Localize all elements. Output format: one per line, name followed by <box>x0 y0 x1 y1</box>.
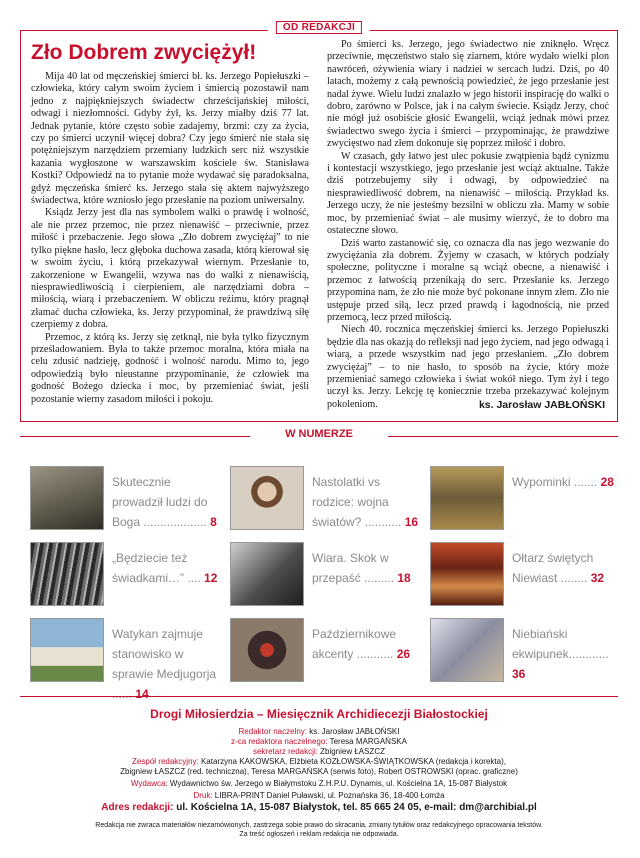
in-this-issue-header <box>20 428 618 444</box>
contents-item[interactable] <box>230 466 420 538</box>
paragraph: Przemoc, z którą ks. Jerzy się zetknął, nie była tylko fizycznym prześladowaniem. Była to także przemoc moralna, która miała na celu zdusić nadzieję, godność i wolność narodu. Mimo to, jego odpowiedzią było nieustanne przypominanie, że człowiek ma godność Bożego dziecka i moc, by przemieniać świat, jeśli pozostanie wierny zasadom miłości i pokoju. <box>31 331 309 405</box>
editorial-box <box>20 22 618 422</box>
contents-item[interactable] <box>30 542 220 614</box>
masthead-line: Redaktor naczelny: ks. Jarosław JABŁOŃSKI <box>238 727 400 736</box>
contents-item[interactable] <box>430 466 620 538</box>
contents-item-text: Skutecznie prowadził ludzi do Boga ................... 8 <box>112 475 217 529</box>
masthead <box>20 696 618 838</box>
contents-item-text: Watykan zajmuje stanowisko w sprawie Medjugorja ...... 14 <box>112 627 217 701</box>
thumbnail-image <box>430 466 504 530</box>
paragraph: Niech 40. rocznica męczeńskiej śmierci ks. Jerzego Popiełuszki będzie dla nas okazją do refleksji nad jego życiem, nad jego odwagą i wiarą, a przede wszystkim nad jego przesłaniem. „Zło dobrem zwyciężaj” – to nie hasło, to sposób na życie, który może przemieniać samego człowieka i świat wokół niego. Tym żył i tego uczył ks. Jerzy. Lekcję tę koniecznie trzeba przekazywać kolejnym pokoleniom. <box>327 324 609 410</box>
thumbnail-image <box>30 466 104 530</box>
contents-item[interactable] <box>430 542 620 614</box>
contents-item-text: Ołtarz świętych Niewiast ........ 32 <box>512 551 605 585</box>
thumbnail-image <box>30 618 104 682</box>
editorial-signature: ks. Jarosław JABŁOŃSKI <box>478 399 605 411</box>
contents-item[interactable] <box>30 618 220 701</box>
contents-item[interactable] <box>30 466 220 538</box>
contents-item-text: Wypominki ....... 28 <box>512 475 614 489</box>
contents-item-text: Niebiański ekwipunek............ 36 <box>512 627 609 681</box>
editorial-left-column <box>31 71 309 406</box>
paragraph: Mija 40 lat od męczeńskiej śmierci bł. ks. Jerzego Popiełuszki – człowieka, który całym swoim życiem i śmiercią pozostawił nam jedno z najpiękniejszych świadectw chrześcijańskiej miłości, odwagi i niezłomności. Gdyby żył, ks. Jerzy miałby dziś 77 lat. Jednak pytanie, które często sobie zadajemy, brzmi: czy za życia, czy po śmierci uczynił więcej dobra? Czy jego śmierć nie stała się potężniejszym narzędziem przemiany ludzkich serc niż wszystkie kazania wygłoszone w warszawskim kościele św. Stanisława Kostki? Odpowiedź na to pytanie może wydawać się paradoksalna, gdyż męczeńska śmierć ks. Jerzego stała się aktem najwyższego świadectwa, które wzniosło jego przesłanie na poziom uniwersalny. <box>31 71 309 207</box>
divider <box>20 436 250 437</box>
divider <box>388 436 618 437</box>
page-number: 16 <box>404 515 419 529</box>
masthead-line: Druk: LIBRA-PRINT Daniel Puławski, ul. Poznańska 36, 18-400 Łomża <box>193 791 445 800</box>
page-number: 8 <box>210 515 217 529</box>
editorial-tag: OD REDAKCJI <box>268 22 370 33</box>
masthead-line: Wydawca: Wydawnictwo św. Jerzego w Białymstoku Z.H.P.U. Dynamis, ul. Kościelna 1A, 15-087 Białystok <box>130 779 508 788</box>
contents-item-text: Nastolatki vs rodzice: wojna światów? ........... 16 <box>312 475 419 529</box>
contents-item-text: „Będziecie też świadkami…” .... 12 <box>112 551 218 585</box>
contents-item-text: Wiara. Skok w przepaść ......... 18 <box>312 551 411 585</box>
thumbnail-image <box>230 618 304 682</box>
footnote: Redakcja nie zwraca materiałów niezamówionych, zastrzega sobie prawo do skracania, zmiany tytułów oraz redakcyjnego opracowania tekstów. <box>95 822 543 829</box>
page-number: 12 <box>204 571 218 585</box>
contents-item-text: Październikowe akcenty ........... 26 <box>312 627 411 661</box>
magazine-title: Drogi Miłosierdzia – Miesięcznik Archidiecezji Białostockiej <box>150 707 488 721</box>
contents-item[interactable] <box>230 542 420 614</box>
thumbnail-image <box>430 542 504 606</box>
page-number: 32 <box>590 571 605 585</box>
paragraph: W czasach, gdy łatwo jest ulec pokusie zwątpienia bądź cynizmu i kontestacji wszystkiego, jego przesłanie jest wciąż aktualne. Także dziś potrzebujemy siły i odwagi, by odpowiedzieć na niesprawiedliwość dobrem, na nienawiść – miłością. Przykład ks. Jerzego uczy, że nie jesteśmy bezsilni w obliczu zła. Mamy w sobie moc, by przemieniać świat – ale musimy wierzyć, że to dobro ma ostateczne słowo. <box>327 150 609 237</box>
page-number: 26 <box>396 647 411 661</box>
masthead-line: sekretarz redakcji: Zbigniew ŁASZCZ <box>252 747 386 756</box>
masthead-line: Zespół redakcyjny: Katarzyna KAKOWSKA, Elżbieta KOZŁOWSKA-ŚWIĄTKOWSKA (redakcja i korekta), <box>132 757 506 766</box>
masthead-line: Zbigniew ŁASZCZ (red. techniczna), Teresa MARGAŃSKA (serwis foto), Robert OSTROWSKI (oprac. graficzne) <box>120 767 518 776</box>
page-number: 14 <box>135 687 149 701</box>
contents-item[interactable] <box>230 618 420 690</box>
editorial-address: Adres redakcji: ul. Kościelna 1A, 15-087 Białystok, tel. 85 665 24 05, e-mail: dm@archibial.pl <box>101 802 537 813</box>
thumbnail-image <box>230 466 304 530</box>
footnote: Za treść ogłoszeń i reklam redakcja nie odpowiada. <box>239 831 399 838</box>
paragraph: Ksiądz Jerzy jest dla nas symbolem walki o prawdę i wolność, ale nie przez przemoc, nie przez nienawiść – przeciwnie, przez miłość i przebaczenie. Jego słowa „Zło dobrem zwyciężaj” to nie tylko piękne hasło, lecz głęboka duchowa zasada, którą kierował się w swoim życiu, i którą przekazywał wiernym. Przesłanie to, zakorzenione w Ewangelii, wzywa nas do walki z nienawiścią, niesprawiedliwością i cierpieniem, ale narzędziami dobra – miłością, wiarą i przebaczeniem. W obliczu reżimu, który pragnął złamać ducha człowieka, ks. Jerzy przypominał, że prawdziwą siłę czerpiemy z dobra. <box>31 207 309 331</box>
page-number: 28 <box>600 475 614 489</box>
in-this-issue-title: W NUMERZE <box>285 428 353 440</box>
paragraph: Po śmierci ks. Jerzego, jego świadectwo nie zniknęło. Wręcz przeciwnie, męczeństwo stało się ziarnem, które wydało wielki plon nawróceń, ożywienia wiary i nadziei w sercach ludzi. Dziś, po 40 latach, możemy z całą pewnością powiedzieć, że jego przesłanie jest nadal żywe. Wielu ludzi znalazło w jego historii inspirację do walki o dobro, zarówno w Polsce, jak i na całym świecie. Ksiądz Jerzy, choć nie mógł już osobiście głosić Ewangelii, wciąż jednak mówi przez świadectwo swego życia i śmierci – przypominając, że prawdziwe zwycięstwo nad złem dokonuje się poprzez miłość i dobro. <box>327 39 609 150</box>
paragraph: Dziś warto zastanowić się, co oznacza dla nas jego wezwanie do zwyciężania zła dobrem. Żyjemy w czasach, w których podziały społeczne, polityczne i moralne są wciąż obecne, a nienawiść i przemoc z łatwością przenikają do serc. Przesłanie ks. Jerzego przypomina nam, że zło nie może być pokonane innym złem. Zło nie ustępuje przed siłą, lecz przed prawdą i łagodnością, nie przed przemocą, lecz przed miłością. <box>327 237 609 323</box>
page-number: 36 <box>512 667 526 681</box>
editorial-right-column <box>327 39 609 411</box>
contents-item[interactable] <box>430 618 620 690</box>
thumbnail-image <box>30 542 104 606</box>
page-number: 18 <box>397 571 411 585</box>
masthead-line: z-ca redaktora naczelnego: Teresa MARGAŃSKA <box>231 737 407 746</box>
thumbnail-image <box>430 618 504 682</box>
editorial-title: Zło Dobrem zwyciężył! <box>31 41 257 64</box>
thumbnail-image <box>230 542 304 606</box>
